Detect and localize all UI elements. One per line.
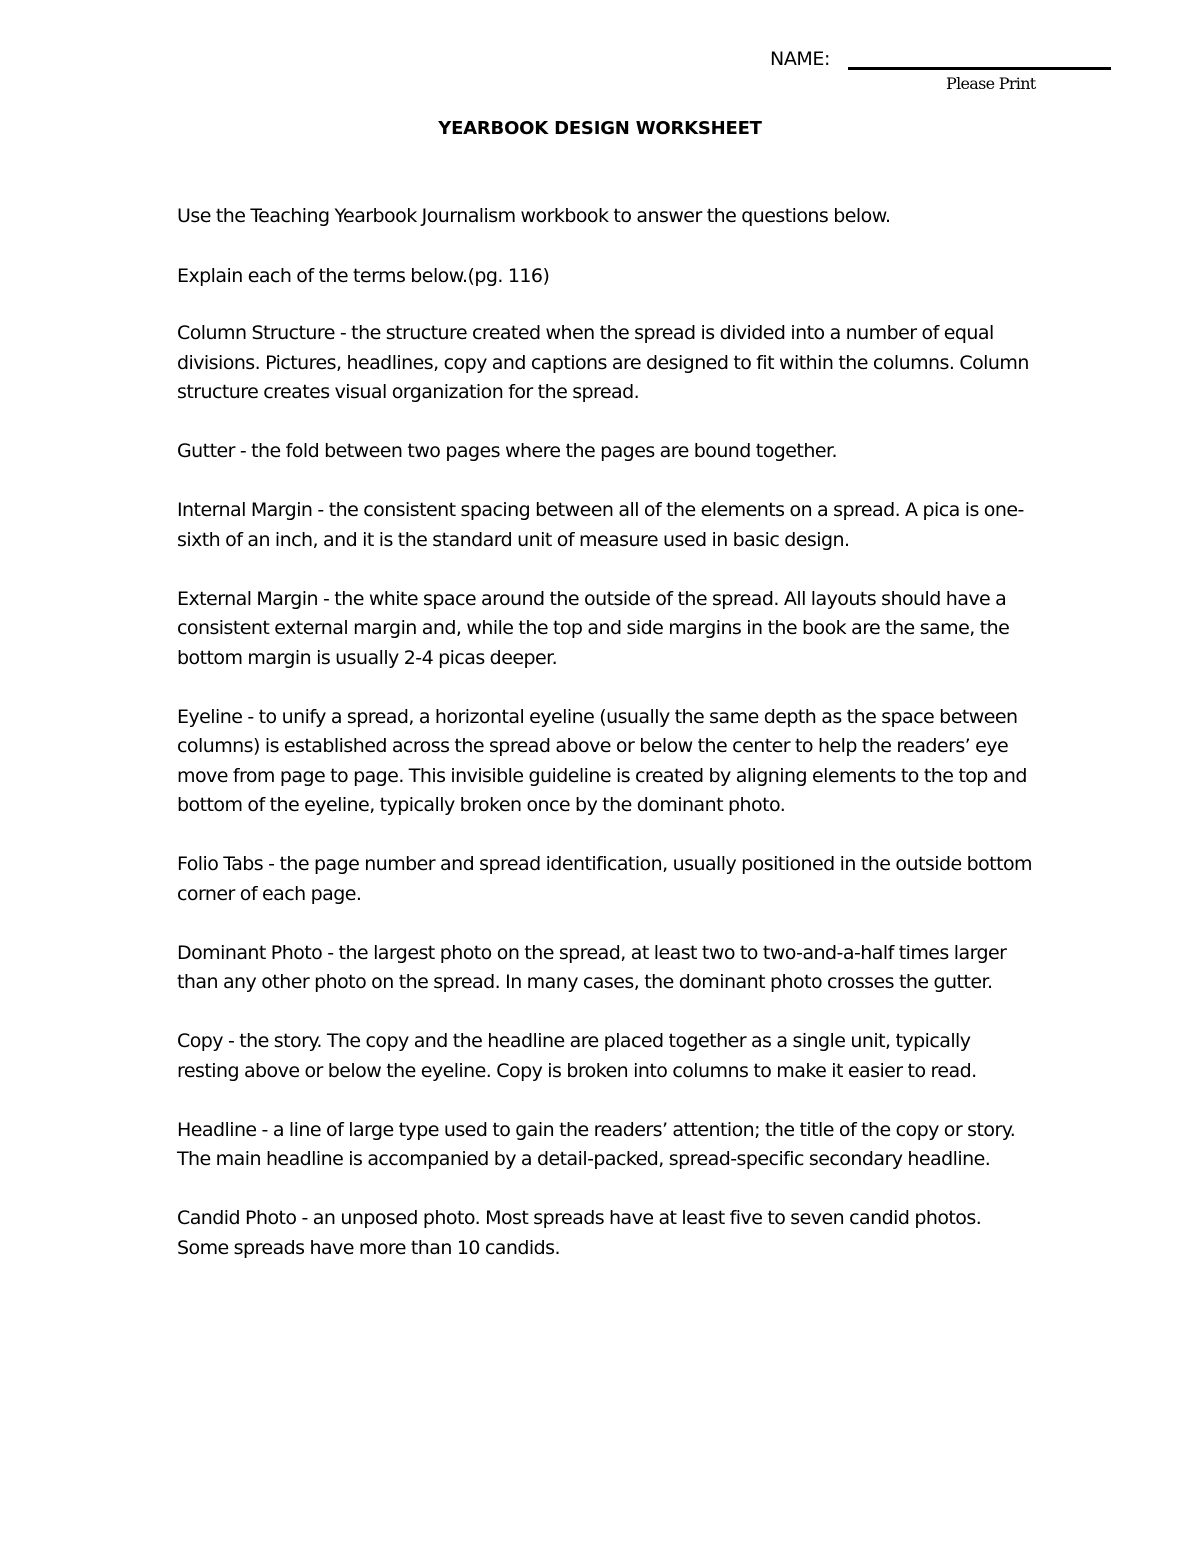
term-headline: Headline - a line of large type used to gain the readers’ attention; the title of the copy or story. The main headline is accompanied by a detail-packed, spread-specific secondary headline.: [177, 1118, 1016, 1170]
term-eyeline: Eyeline - to unify a spread, a horizontal eyeline (usually the same depth as the space between columns) is established across the spread above or below the center to help the readers’ eye move from page to page. This invisible guideline is created by aligning elements to the top and bottom of the eyeline, typically broken once by the dominant photo.: [177, 705, 1027, 816]
term-list: [177, 319, 1037, 1293]
instructions: Use the Teaching Yearbook Journalism workbook to answer the questions below.: [177, 205, 891, 227]
name-blank-line: [848, 67, 1111, 70]
name-label: NAME:: [770, 48, 831, 70]
term-internal-margin: Internal Margin - the consistent spacing between all of the elements on a spread. A pica is one-sixth of an inch, and it is the standard unit of measure used in basic design.: [177, 499, 1024, 551]
term-copy: Copy - the story. The copy and the headline are placed together as a single unit, typically resting above or below the eyeline. Copy is broken into columns to make it easier to read.: [177, 1030, 977, 1082]
term-column-structure: Column Structure - the structure created when the spread is divided into a number of equal divisions. Pictures, headlines, copy and captions are designed to fit within the columns. Column structure creates visual organization for the spread.: [177, 322, 1029, 403]
worksheet-title: YEARBOOK DESIGN WORKSHEET: [438, 118, 762, 139]
please-print-note: Please Print: [946, 74, 1036, 93]
term-external-margin: External Margin - the white space around the outside of the spread. All layouts should have a consistent external margin and, while the top and side margins in the book are the same, the bottom margin is usually 2-4 picas deeper.: [177, 587, 1010, 669]
explain-prompt: Explain each of the terms below.(pg. 116): [177, 265, 550, 287]
term-dominant-photo: Dominant Photo - the largest photo on the spread, at least two to two-and-a-half times larger than any other photo on the spread. In many cases, the dominant photo crosses the gutter.: [177, 941, 1007, 993]
term-candid-photo: Candid Photo - an unposed photo. Most spreads have at least five to seven candid photos. Some spreads have more than 10 candids.: [177, 1207, 982, 1259]
term-folio-tabs: Folio Tabs - the page number and spread identification, usually positioned in the outside bottom corner of each page.: [177, 853, 1033, 905]
term-gutter: Gutter - the fold between two pages where the pages are bound together.: [177, 440, 837, 462]
name-field: [770, 46, 1150, 76]
